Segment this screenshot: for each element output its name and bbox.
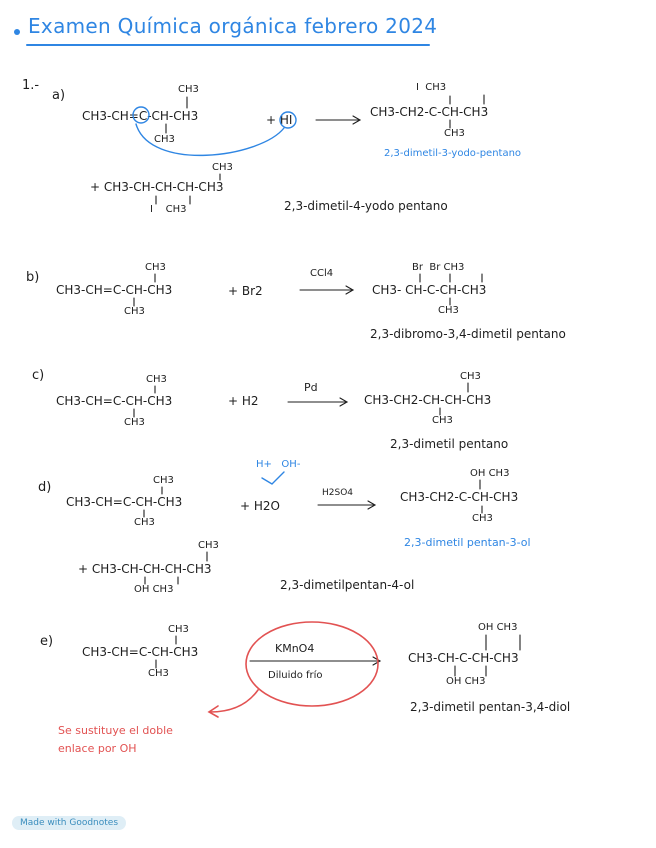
c-reactant-formula: CH3-CH=C-CH-CH3 bbox=[56, 394, 173, 408]
e-condition-reagent: KMnO4 bbox=[275, 642, 315, 655]
b-product-name: 2,3-dibromo-3,4-dimetil pentano bbox=[370, 327, 566, 341]
a-product2-name: 2,3-dimetil-4-yodo pentano bbox=[284, 199, 448, 213]
c-product-substituent-bottom: CH3 bbox=[432, 415, 453, 426]
part-d-label: d) bbox=[38, 480, 52, 495]
part-c-label: c) bbox=[32, 368, 45, 383]
b-reactant-formula: CH3-CH=C-CH-CH3 bbox=[56, 283, 173, 297]
d-reactant-substituent-top: CH3 bbox=[153, 475, 174, 486]
a-reactant-substituent-top: CH3 bbox=[178, 84, 199, 95]
c-product-substituent-top: CH3 bbox=[460, 371, 481, 382]
d-product1-substituent-bottom: CH3 bbox=[472, 513, 493, 524]
e-reactant-substituent-top: CH3 bbox=[168, 624, 189, 635]
d-product2-substituent-top: CH3 bbox=[198, 540, 219, 551]
b-reactant-substituent-top: CH3 bbox=[145, 262, 166, 273]
a-product1-substituents-top: I CH3 bbox=[416, 82, 447, 93]
e-product-substituents-top: OH CH3 bbox=[478, 622, 518, 633]
b-product-substituent-bottom: CH3 bbox=[438, 305, 459, 316]
a-product1-substituent-bottom: CH3 bbox=[444, 128, 465, 139]
e-annotation-note: Se sustituye el doble enlace por OH bbox=[58, 724, 173, 755]
part-b-label: b) bbox=[26, 270, 40, 285]
d-water-ions: H+ OH- bbox=[256, 459, 301, 470]
c-product-name: 2,3-dimetil pentano bbox=[390, 437, 509, 451]
e-product-substituents-bottom: OH CH3 bbox=[446, 676, 486, 687]
d-product1-formula: CH3-CH2-C-CH-CH3 bbox=[400, 490, 519, 504]
d-product1-substituents-top: OH CH3 bbox=[470, 468, 510, 479]
a-reactant-substituent-bottom: CH3 bbox=[154, 134, 175, 145]
c-reagent: + H2 bbox=[228, 394, 259, 408]
a-reagent: + HI bbox=[266, 113, 293, 127]
e-condition-note: Diluido frío bbox=[268, 670, 323, 681]
e-reactant-formula: CH3-CH=C-CH-CH3 bbox=[82, 645, 199, 659]
d-reagent: + H2O bbox=[240, 499, 280, 513]
d-product2-substituents-bottom: OH CH3 bbox=[134, 584, 174, 595]
b-reagent: + Br2 bbox=[228, 284, 263, 298]
page-title: Examen Química orgánica febrero 2024 bbox=[28, 14, 438, 38]
b-product-substituents-top: Br Br CH3 bbox=[412, 262, 465, 273]
b-product-formula: CH3- CH-C-CH-CH3 bbox=[372, 283, 487, 297]
b-reactant-substituent-bottom: CH3 bbox=[124, 306, 145, 317]
d-reactant-substituent-bottom: CH3 bbox=[134, 517, 155, 528]
d-condition: H2SO4 bbox=[322, 488, 354, 498]
question-number: 1.- bbox=[22, 78, 40, 93]
a-product2-formula: + CH3-CH-CH-CH-CH3 bbox=[90, 180, 224, 194]
a-product1-formula: CH3-CH2-C-CH-CH3 bbox=[370, 105, 489, 119]
a-product2-substituent-top: CH3 bbox=[212, 162, 233, 173]
a-product2-substituents-bottom: I CH3 bbox=[150, 204, 187, 215]
d-reactant-formula: CH3-CH=C-CH-CH3 bbox=[66, 495, 183, 509]
d-product2-formula: + CH3-CH-CH-CH-CH3 bbox=[78, 562, 212, 576]
b-condition: CCl4 bbox=[310, 268, 334, 279]
e-product-name: 2,3-dimetil pentan-3,4-diol bbox=[410, 700, 571, 714]
part-a-label: a) bbox=[52, 88, 66, 103]
d-product1-name: 2,3-dimetil pentan-3-ol bbox=[404, 536, 531, 549]
c-reactant-substituent-bottom: CH3 bbox=[124, 417, 145, 428]
d-product2-name: 2,3-dimetilpentan-4-ol bbox=[280, 578, 415, 592]
e-product-formula: CH3-CH-C-CH-CH3 bbox=[408, 651, 519, 665]
part-e-label: e) bbox=[40, 634, 54, 649]
a-reactant-formula: CH3-CH=C-CH-CH3 bbox=[82, 109, 199, 123]
e-reactant-substituent-bottom: CH3 bbox=[148, 668, 169, 679]
c-condition: Pd bbox=[304, 381, 318, 394]
a-product1-name: 2,3-dimetil-3-yodo-pentano bbox=[384, 148, 522, 159]
c-product-formula: CH3-CH2-CH-CH-CH3 bbox=[364, 393, 492, 407]
c-reactant-substituent-top: CH3 bbox=[146, 374, 167, 385]
goodnotes-badge: Made with Goodnotes bbox=[12, 816, 126, 830]
